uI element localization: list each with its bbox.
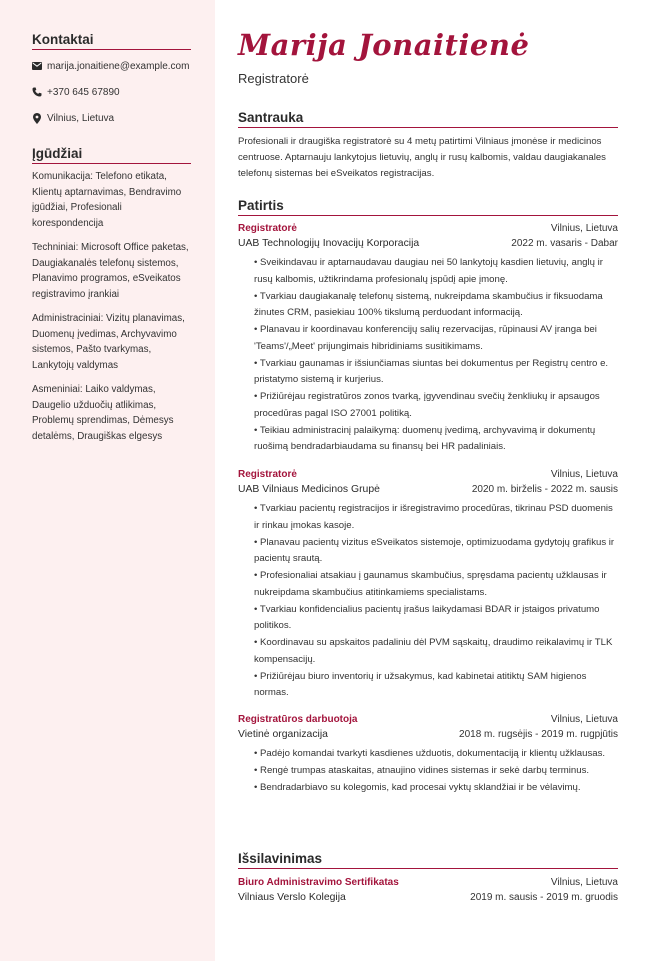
location-text: Vilnius, Lietuva <box>47 112 115 124</box>
skill-group-communication: Komunikacija: Telefono etikata, Klientų aptarnavimas, Bendravimo įgūdžiai, Profesionali korespondencija <box>32 171 182 229</box>
skill-group-administrative: Administraciniai: Vizitų planavimas, Duomenų įvedimas, Archyvavimo sistemos, Pašto tvarkymas, Lankytojų valdymas <box>32 313 185 371</box>
summary-heading: Santrauka <box>238 110 618 128</box>
job-entry <box>238 712 618 797</box>
job-company: Vietinė organizacija <box>238 729 328 740</box>
job-role: Registratūros darbuotoja <box>238 714 358 725</box>
job-location: Vilnius, Lietuva <box>550 714 618 725</box>
job-bullet: • Tvarkiau konfidencialius pacientų įrašus laikydamasi BDAR ir įstaigos privatumo politikos. <box>254 602 618 635</box>
location-pin-icon <box>32 113 42 123</box>
education-location: Vilnius, Lietuva <box>550 877 618 888</box>
education-school: Vilniaus Verslo Kolegija <box>238 892 346 903</box>
job-bullet: • Tvarkiau daugiakanalę telefonų sistemą, nukreipdama skambučius ir fiksuodama žinutes CRM, pasiekiau 100% tikslumą perduodant informaciją. <box>254 289 618 322</box>
skills-section <box>32 146 191 444</box>
job-company: UAB Technologijų Inovacijų Korporacija <box>238 238 420 249</box>
job-bullets <box>238 746 618 797</box>
skill-group-personal: Asmeniniai: Laiko valdymas, Daugelio užduočių atlikimas, Problemų sprendimas, Dėmesys detalėms, Draugiškas elgesys <box>32 384 174 442</box>
summary-text: Profesionali ir draugiška registratorė su 4 metų patirtimi Vilniaus įmonėse ir medicinos centruose. Aptarnauju lankytojus lietuvių, anglų ir rusų kalbomis, valdau daugiakanales telefonų sistemas bei eSveikatos registracijas. <box>238 136 606 180</box>
contacts-section <box>32 32 191 125</box>
job-dates: 2022 m. vasaris - Dabar <box>511 238 618 249</box>
job-bullets <box>238 255 618 456</box>
job-bullet: • Sveikindavau ir aptarnaudavau daugiau nei 50 lankytojų kasdien lietuvių, anglų ir rusų kalbomis, užtikrindama profesionalų įspūdį apie įmonę. <box>254 255 618 288</box>
job-bullet: • Prižiūrėjau biuro inventorių ir užsakymus, kad kabinetai atitiktų SAM higienos normas. <box>254 669 618 702</box>
job-bullet: • Padėjo komandai tvarkyti kasdienes užduotis, dokumentaciją ir klientų užklausas. <box>254 746 618 763</box>
education-heading: Išsilavinimas <box>238 851 618 869</box>
skills-heading: Įgūdžiai <box>32 146 191 164</box>
education-degree: Biuro Administravimo Sertifikatas <box>238 877 399 888</box>
contact-phone[interactable] <box>32 85 191 99</box>
job-role: Registratorė <box>238 469 297 480</box>
phone-icon <box>32 87 42 97</box>
job-title: Registratorė <box>238 71 309 86</box>
job-dates: 2018 m. rugsėjis - 2019 m. rugpjūtis <box>459 729 618 740</box>
job-bullet: • Profesionaliai atsakiau į gaunamus skambučius, spręsdama pacientų užklausas ir nukreipdama skambučius atitinkamiems specialistams. <box>254 568 618 601</box>
job-bullet: • Tvarkiau gaunamas ir išsiunčiamas siuntas bei dokumentus per Registrų centro e. pristatymo sistemą ir kurjerius. <box>254 356 618 389</box>
job-bullet: • Tvarkiau pacientų registracijos ir išregistravimo procedūras, tikrinau PSD duomenis ir rinkau įmokas kasoje. <box>254 501 618 534</box>
job-bullet: • Planavau pacientų vizitus eSveikatos sistemoje, optimizuodama gydytojų grafikus ir pacientų srautą. <box>254 535 618 568</box>
job-bullet: • Koordinavau su apskaitos padaliniu dėl PVM sąskaitų, draudimo reikalavimų ir TLK kompensacijų. <box>254 635 618 668</box>
job-location: Vilnius, Lietuva <box>550 469 618 480</box>
contacts-heading: Kontaktai <box>32 32 191 50</box>
job-bullet: • Rengė trumpas ataskaitas, atnaujino vidines sistemas ir sekė darbų terminus. <box>254 763 618 780</box>
job-bullet: • Teikiau administracinį palaikymą: duomenų įvedimą, archyvavimą ir dokumentų ruošimą bendradarbiaudama su finansų bei HR padaliniais. <box>254 423 618 456</box>
job-bullets <box>238 501 618 702</box>
contact-email[interactable] <box>32 59 191 73</box>
person-name: Marija Jonaitienė <box>238 28 530 62</box>
email-text: marija.jonaitiene@example.com <box>47 60 190 72</box>
education-entry <box>238 875 618 905</box>
sidebar <box>0 0 215 961</box>
skill-group-technical: Techniniai: Microsoft Office paketas, Daugiakanalės telefonų sistemos, Planavimo programos, eSveikatos registravimo įrankiai <box>32 242 189 300</box>
contact-location <box>32 111 191 125</box>
job-company: UAB Vilniaus Medicinos Grupė <box>238 484 380 495</box>
job-bullet: • Prižiūrėjau registratūros zonos tvarką, įgyvendinau svečių ženkliukų ir apsaugos procedūras pagal ISO 27001 politiką. <box>254 389 618 422</box>
education-dates: 2019 m. sausis - 2019 m. gruodis <box>470 892 618 903</box>
phone-text: +370 645 67890 <box>47 86 120 98</box>
job-entry <box>238 221 618 457</box>
job-dates: 2020 m. birželis - 2022 m. sausis <box>471 484 618 495</box>
job-entry <box>238 467 618 703</box>
job-bullet: • Planavau ir koordinavau konferencijų salių rezervacijas, rūpinausi AV įranga bei 'Teams'/„Meet' prijungimais hibridiniams susitikimams. <box>254 322 618 355</box>
experience-heading: Patirtis <box>238 198 618 216</box>
job-role: Registratorė <box>238 223 297 234</box>
job-bullet: • Bendradarbiavo su kolegomis, kad procesai vyktų sklandžiai ir be vėlavimų. <box>254 780 618 797</box>
envelope-icon <box>32 61 42 71</box>
job-location: Vilnius, Lietuva <box>550 223 618 234</box>
